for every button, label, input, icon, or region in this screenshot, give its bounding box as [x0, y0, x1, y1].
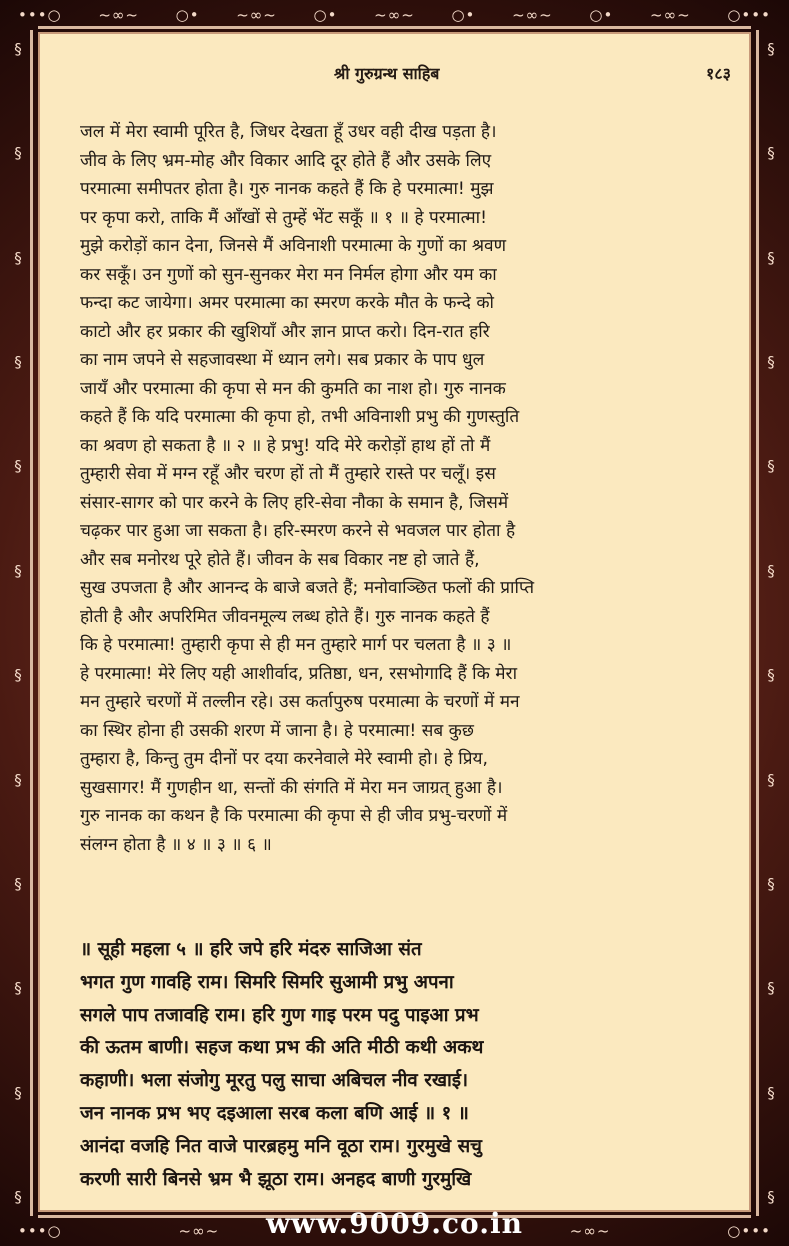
top-ornament-border: •••○ ~∞~ ○• ~∞~ ○• ~∞~ ○• ~∞~ ○• ~∞~ ○••• [18, 6, 771, 24]
page-header [38, 62, 751, 88]
left-ornament-border: § § § § § § § § § § § § [14, 40, 22, 1206]
website-url: www.9009.co.in [266, 1207, 523, 1240]
right-ornament-border: § § § § § § § § § § § § [767, 40, 775, 1206]
inner-rule-left [30, 30, 33, 1216]
gurbani-text: ॥ सूही महला ५ ॥ हरि जपे हरि मंदरु साजिआ संत भगत गुण गावहि राम। सिमरि सिमरि सुआमी प्रभु अपना सगले पाप तजावहि राम। हरि गुण गाइ परम पदु पाइआ प्रभ की ऊतम बाणी। सहज कथा प्रभ की अति मीठी कथी अकथ कहाणी। भला संजोगु मूरतु पलु साचा अबिचल नीव रखाई। जन नानक प्रभ भए दइआला सरब कला बणि आई ॥ १ ॥ आनंदा वजहि नित वाजे पारब्रहमु मनि वूठा राम। गुरमुखे सचु करणी सारी बिनसे भ्रम भै झूठा राम। अनहद बाणी गुरमुखि [80, 939, 484, 1190]
page-sheet [38, 32, 751, 1212]
commentary-text: जल में मेरा स्वामी पूरित है, जिधर देखता हूँ उधर वही दीख पड़ता है। जीव के लिए भ्रम-मोह और विकार आदि दूर होते हैं और उसके लिए परमात्मा समीपतर होता है। गुरु नानक कहते हैं कि हे परमात्मा! मुझ पर कृपा करो, ताकि मैं आँखों से तुम्हें भेंट सकूँ ॥ १ ॥ हे परमात्मा! मुझे करोड़ों कान देना, जिनसे मैं अविनाशी परमात्मा के गुणों का श्रवण कर सकूँ। उन गुणों को सुन-सुनकर मेरा मन निर्मल होगा और यम का फन्दा कट जायेगा। अमर परमात्मा का स्मरण करके मौत के फन्दे को काटो और हर प्रकार की खुशियाँ और ज्ञान प्राप्त करो। दिन-रात हरि का नाम जपने से सहजावस्था में ध्यान लगे। सब प्रकार के पाप धुल जायँ और परमात्मा की कृपा से मन की कुमति का नाश हो। गुरु नानक कहते हैं कि यदि परमात्मा की कृपा हो, तभी अविनाशी प्रभु की गुणस्तुति का श्रवण हो सकता है ॥ २ ॥ हे प्रभु! यदि मेरे करोड़ों हाथ हों तो मैं तुम्हारी सेवा में मग्न रहूँ और चरण हों तो मैं तुम्हारे रास्ते पर चलूँ। इस संसार-सागर को पार करने के लिए हरि-सेवा नौका के समान है, जिसमें चढ़कर पार हुआ जा सकता है। हरि-स्मरण करने से भवजल पार होता है और सब मनोरथ पूरे होते हैं। जीवन के सब विकार नष्ट हो जाते हैं, सुख उपजता है और आनन्द के बाजे बजते हैं; मनोवाञ्छित फलों की प्राप्ति होती है और अपरिमित जीवनमूल्य लब्ध होते हैं। गुरु नानक कहते हैं कि हे परमात्मा! तुम्हारी कृपा से ही मन तुम्हारे मार्ग पर चलता है ॥ ३ ॥ हे परमात्मा! मेरे लिए यही आशीर्वाद, प्रतिष्ठा, धन, रसभोगादि हैं कि मेरा मन तुम्हारे चरणों में तल्लीन रहे। उस कर्तापुरुष परमात्मा के चरणों में मन का स्थिर होना ही उसकी शरण में जाना है। हे परमात्मा! सब कुछ तुम्हारा है, किन्तु तुम दीनों पर दया करनेवाले मेरे स्वामी हो। हे प्रिय, सुखसागर! मैं गुणहीन था, सन्तों की संगति में मेरा मन जाग्रत् हुआ है। गुरु नानक का कथन है कि परमात्मा की कृपा से ही जीव प्रभु-चरणों में संलग्न होता है ॥ ४ ॥ ३ ॥ ६ ॥ [80, 122, 535, 855]
inner-rule-top [38, 26, 751, 29]
bottom-ornament-border: •••○ ~∞~ ~∞~ ○••• [18, 1222, 771, 1240]
inner-rule-right [756, 30, 759, 1216]
page-number: १८३ [706, 64, 731, 83]
page-title: श्री गुरुग्रन्थ साहिब [334, 64, 440, 83]
